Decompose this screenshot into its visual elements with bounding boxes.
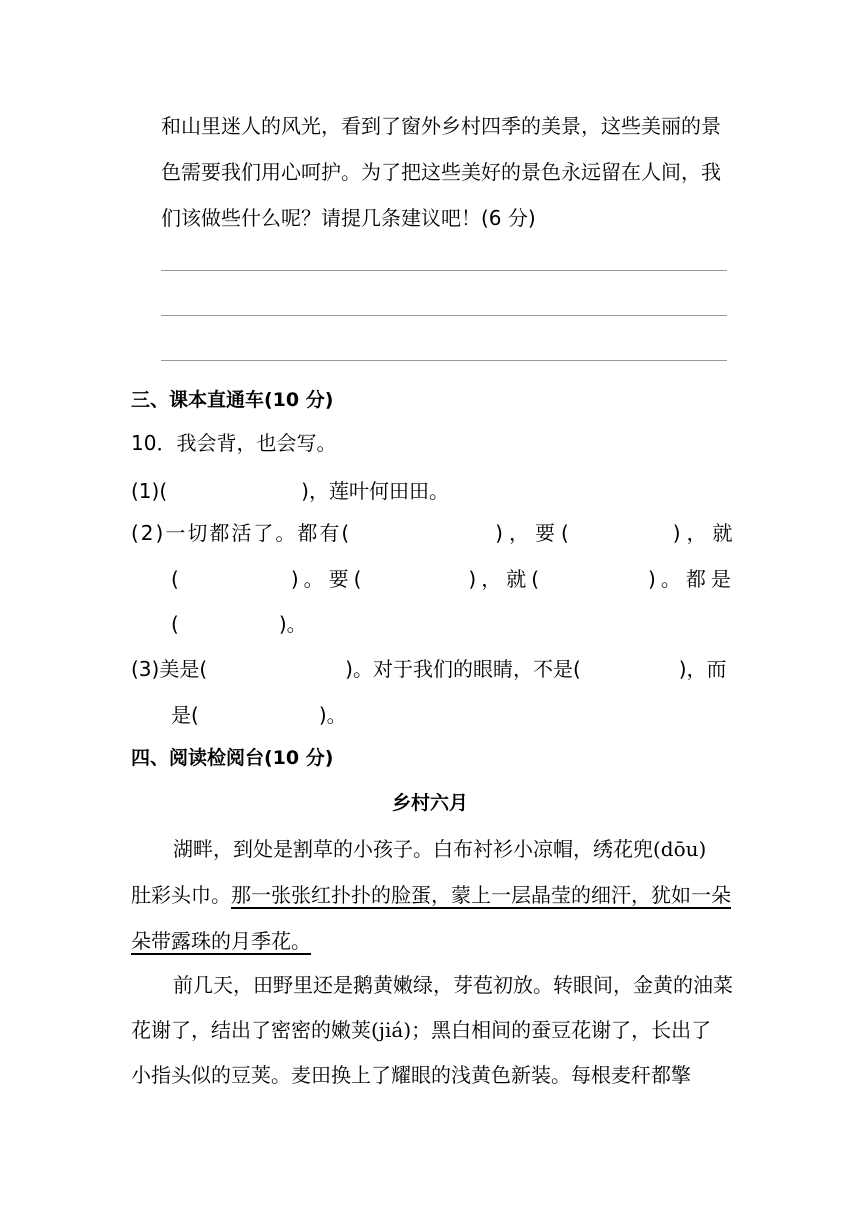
passage-p1-line-2-plain: 肚彩头巾。: [131, 883, 231, 907]
item-2-r3-b: )。: [278, 612, 307, 636]
passage-p2-line-3-text: 小指头似的豆荚。麦田换上了耀眼的浅黄色新装。每根麦秆都擎: [131, 1063, 691, 1087]
item-1-open: (1)(: [131, 479, 168, 503]
item-2-r1-c: )，就: [672, 521, 739, 545]
item-2-r1-b: )，要(: [495, 521, 575, 545]
passage-p1-line-3: [131, 929, 311, 953]
question-10: 10．我会背，也会写。: [131, 431, 337, 455]
item-3-r1-c: )，而: [678, 657, 727, 681]
item-2-row-1: [131, 521, 739, 545]
intro-line-3-text: 们该做些什么呢？请提几条建议吧！(6 分): [161, 206, 536, 230]
section-3-heading: 三、课本直通车(10 分): [131, 389, 334, 411]
item-2-row-2: [171, 567, 736, 591]
item-3-r1-a: (3)美是(: [131, 657, 208, 681]
intro-line-2-text: 色需要我们用心呵护。为了把这些美好的景色永远留在人间，我: [161, 160, 721, 184]
item-1: [131, 479, 449, 503]
intro-line-2: [161, 160, 721, 184]
item-1-close: )，莲叶何田田。: [301, 479, 449, 503]
item-2-r2-c: )，就(: [468, 567, 545, 591]
passage-p2-line-2: [131, 1018, 711, 1042]
section-4-heading: 四、阅读检阅台(10 分): [131, 747, 334, 769]
answer-line-1[interactable]: [161, 270, 727, 271]
passage-p1-line-1: [173, 837, 729, 861]
passage-p1-line-2: [131, 883, 731, 907]
item-2-r3-a: (: [171, 612, 179, 636]
intro-line-1-text: 和山里迷人的风光，看到了窗外乡村四季的美景，这些美丽的景: [161, 114, 721, 138]
passage-title: 乡村六月: [391, 792, 468, 814]
item-2-row-3: [171, 612, 307, 636]
passage-p2-line-2-text: 花谢了，结出了密密的嫩荚(jiá)；黑白相间的蚕豆花谢了，长出了: [131, 1018, 712, 1042]
passage-p1-line-3-underlined: 朵带露珠的月季花。: [131, 929, 311, 953]
intro-line-3: [161, 206, 536, 230]
item-2-r2-a: (: [171, 567, 179, 591]
answer-line-3[interactable]: [161, 360, 727, 361]
item-3-r2-b: )。: [318, 703, 347, 727]
item-3-r1-b: )。对于我们的眼睛，不是(: [345, 657, 581, 681]
intro-line-1: [161, 114, 729, 138]
item-2-r2-d: )。都是: [648, 567, 736, 591]
answer-line-2[interactable]: [161, 315, 727, 316]
item-3-r2-a: 是(: [171, 703, 199, 727]
item-3-row-1: [131, 657, 727, 681]
passage-p2-line-3: [131, 1063, 691, 1087]
passage-p2-line-1-text: 前几天，田野里还是鹅黄嫩绿，芽苞初放。转眼间，金黄的油菜: [173, 973, 733, 997]
item-2-r2-b: )。要(: [290, 567, 367, 591]
item-2-r1-a: (2)一切都活了。都有(: [131, 521, 352, 545]
passage-p1-line-2-underlined: 那一张张红扑扑的脸蛋，蒙上一层晶莹的细汗，犹如一朵: [231, 883, 731, 907]
passage-p2-line-1: [173, 973, 733, 997]
item-3-row-2: [171, 703, 347, 727]
passage-p1-line-1-text: 湖畔，到处是割草的小孩子。白布衬衫小凉帽，绣花兜(dōu): [173, 837, 707, 861]
